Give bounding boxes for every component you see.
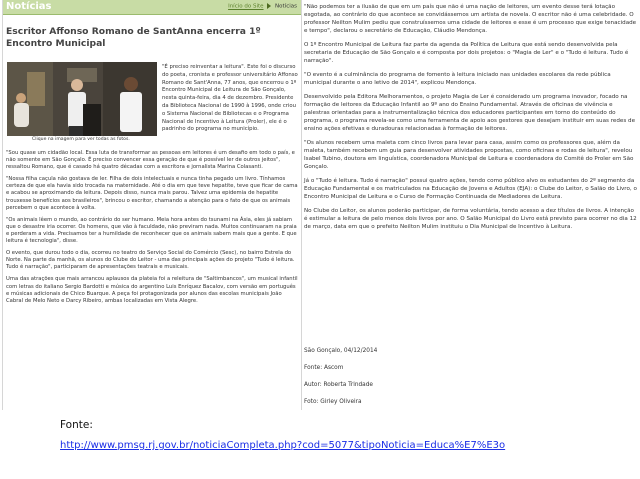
- breadcrumb-arrow-icon: [267, 3, 271, 9]
- paragraph: "O evento é a culminância do programa de fomento à leitura iniciado nas unidades escolares da rede pública municipal durante o ano letivo de 2014", explicou Mendonça.: [304, 72, 611, 86]
- paragraph: No Clube do Leitor, os alunos poderão participar, de forma voluntária, tendo acesso a dez títulos de livros. A intenção é estimular a leitura de pelo menos dois livros por ano. O Salão Municipal do Livro está previsto para ocorrer no dia 12 de março, data em que o prefeito Neilton Mulim instituiu o Dia Municipal de Incentivo à Leitura.: [304, 208, 637, 230]
- paragraph: "Sou quase um cidadão local. Essa luta de transformar as pessoas em leitores é um desafio em todo o país, e não somente em São Gonçalo. É preciso convencer essa geração de que é possível ler de outros jeitos", ressaltou Romano, que é casado há quatro décadas com a escritora e jornalista Marina Colasanti.: [6, 150, 295, 171]
- date-line: São Gonçalo, 04/12/2014: [304, 348, 378, 354]
- paragraph: "Não podemos ter a ilusão de que em um país que não é uma nação de leitores, um evento desse terá lotação esgotada, ao contrário do que acontece se convidássemos um artista de novela. O escritor não é uma celebridade. O professor Neilton Mulim pediu que construíssemos uma cidade de leitores e esse é um processo que exige tenacidade e tempo", declarou o secretário de Educação, Cláudio Mendonça.: [304, 4, 637, 34]
- photo-credit: Foto: Girley Oliveira: [304, 399, 362, 405]
- left-border: [2, 0, 3, 410]
- right-paragraphs: [304, 3, 638, 237]
- source-url-link[interactable]: http://www.pmsg.rj.gov.br/noticiaCompleta.php?cod=5077&tipoNoticia=Educa%E7%E3o: [60, 440, 506, 451]
- column-divider: [301, 0, 302, 410]
- breadcrumb-home-link[interactable]: Início do Site: [228, 3, 264, 10]
- paragraph: Desenvolvido pela Editora Melhoramentos, o projeto Magia de Ler é considerado um programa inovador, focado na formação de leitores da Educação Infantil ao 9º ano do Ensino Fundamental. Através de oficinas de vivência e palestras orientadas para a instrumentalização técnica dos educadores participantes em torno do conteúdo do programa, o programa revela-se como uma ferramenta de apoio aos gestores que desejam instituir em suas redes de ensino ações efetivas e duradouras relacionadas à formação de leitores.: [304, 94, 636, 132]
- breadcrumb: [228, 3, 297, 10]
- photo-caption: Clique na imagem para ver todas as fotos.: [32, 137, 130, 142]
- paragraph: "Os alunos recebem uma maleta com cinco livros para levar para casa, assim como os professores que, além da maleta, também recebem um guia para desenvolver atividades propostas, como oficinas e rodas de leitura", revelou Isabel Tubino, doutora em linguística, coordenadora Municipal de Leitura e coordenadora do Comitê do Proler em São Gonçalo.: [304, 140, 634, 170]
- left-paragraphs: [6, 150, 300, 310]
- breadcrumb-current: Notícias: [275, 3, 297, 10]
- article-meta: [304, 347, 504, 415]
- paragraph: "Nossa filha caçula não gostava de ler. Filha de dois intelectuais e nunca tinha pegado um livro. Tínhamos certeza de que ela havia sido trocada na maternidade. Até o dia em que teve hepatite, teve que ficar de cama e acabou se aproximando da leitura. Depois disso, nunca mais parou. Talvez uma epidemia de hepatite trouxesse benefícios aos brasileiros", brincou o escritor, chamando a atenção para o fato de que os animais percebem o que acontece à volta.: [6, 176, 298, 211]
- paragraph: O 1º Encontro Municipal de Leitura faz parte da agenda da Política de Leitura que está sendo desenvolvida pela secretaria de Educação de São Gonçalo e é composta por dois projetos: o "Magia de Ler" e o "Tudo é leitura. Tudo é narração".: [304, 42, 629, 64]
- fonte-label: Fonte:: [60, 419, 93, 431]
- article-left-column: [2, 0, 301, 410]
- source-line: Fonte: Ascom: [304, 365, 344, 371]
- section-header-bar: [2, 0, 301, 15]
- paragraph: Uma das atrações que mais arrancou aplausos da plateia foi a releitura de "Saltimbancos", um musical infantil com letras do italiano Sergio Bardotti e música do argentino Luis Enríquez Bacalov, com versão em português e músicas adicionais de Chico Buarque. A peça foi protagonizada por alunos das escolas municipais João Cabral de Melo Neto e Darcy Ribeiro, ambas localizadas em Vista Alegre.: [6, 276, 298, 304]
- section-label: Notícias: [6, 1, 52, 12]
- author-line: Autor: Roberta Trindade: [304, 382, 373, 388]
- article-photo[interactable]: [7, 62, 157, 136]
- paragraph: Já o "Tudo é leitura. Tudo é narração" possui quatro ações, tendo como público alvo os estudantes do 2º segmento da Educação Fundamental e os matriculados na Educação de Jovens e Adultos (EJA): o Clube do Leitor, o Salão do Livro, o Encontro Municipal de Leitura e o Curso de Formação Continuada de Mediadores de Leitura.: [304, 178, 637, 200]
- article-title: Escritor Affonso Romano de SantAnna encerra 1º Encontro Municipal: [6, 26, 261, 49]
- article-intro: "É preciso reinventar a leitura". Este foi o discurso do poeta, cronista e professor universitário Affonso Romano de Sant'Anna, 77 anos, que encerrou o 1º Encontro Municipal de Leitura de São Gonçalo, nesta quinta-feira, dia 4 de dezembro. Presidente da Biblioteca Nacional de 1990 à 1996, onde criou o Sistema Nacional de Bibliotecas e o Programa Nacional de Incentivo à Leitura (Proler), ele é o padrinho do programa no município.: [162, 64, 298, 133]
- paragraph: "Os animais lêem o mundo, ao contrário do ser humano. Meia hora antes do tsunami na Ásia, eles já sabiam que o desastre iria ocorrer. Os homens, que vão à faculdade, não previram nada. Muitos continuaram na praia e perderam a vida. Precisamos ter a humildade de reconhecer que os animais sabem mais que a gente. E que leitura é tecnologia", disse.: [6, 216, 297, 245]
- paragraph: O evento, que durou todo o dia, ocorreu no teatro do Serviço Social do Comércio (Sesc), no bairro Estrela do Norte. Na parte da manhã, os alunos do Clube do Leitor - uma das principais ações do projeto "Tudo é leitura. Tudo é narração", participaram de apresentações teatrais e musicais.: [6, 250, 295, 271]
- article-right-column: [304, 0, 638, 410]
